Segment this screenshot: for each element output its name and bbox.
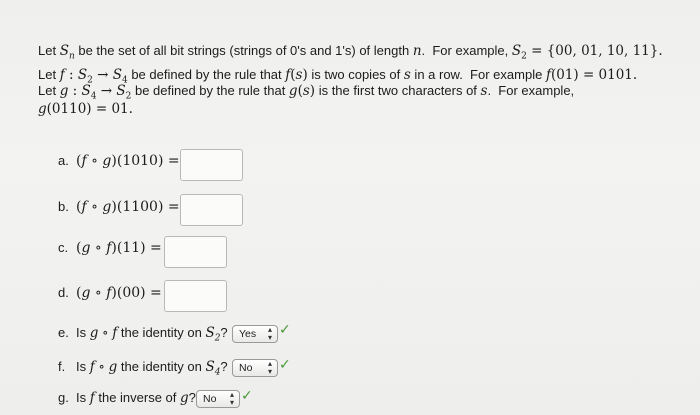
question-g-label: g. — [58, 390, 69, 405]
checkmark-icon: ✓ — [279, 322, 291, 338]
question-c-expression: (g ∘ f)(11) = — [76, 240, 162, 256]
answer-e-select[interactable] — [232, 325, 278, 343]
intro-line-1: Let $S_n$ be the set of all bit strings (strings of 0's and 1's) of length n. For example, $S_2 = \{00$, 01, 10, 11}. — [38, 43, 663, 62]
question-e-text: Is g ∘ f the identity on $S_2$? — [76, 325, 228, 344]
answer-c-input[interactable] — [164, 236, 227, 268]
answer-f-select[interactable] — [232, 359, 278, 377]
question-e-label: e. — [58, 325, 69, 340]
question-d-expression: (g ∘ f)(00) = — [76, 285, 162, 301]
answer-a-input[interactable] — [180, 149, 243, 181]
f-definition: Let f : $S_2 \to S_4$ be defined by the rule that f(s) is two copies of s in a row. For example f(01) = 0101. — [38, 67, 638, 86]
question-d-label: d. — [58, 285, 69, 300]
g-definition: Let g : $S_4 \to S_2$ be defined by the rule that g(s) is the first two characters of s. For example, — [38, 83, 575, 102]
question-f-label: f. — [58, 359, 66, 374]
answer-d-input[interactable] — [164, 280, 227, 312]
question-f-text: Is f ∘ g the identity on $S_4$? — [76, 359, 228, 378]
answer-g-select[interactable] — [196, 390, 240, 408]
question-b-expression: (f ∘ g)(1100) = — [76, 199, 180, 215]
select-arrows-icon: ▴ ▾ — [267, 359, 272, 376]
answer-e-selected-value: Yes — [239, 328, 257, 340]
question-g-text: Is f the inverse of g? — [76, 390, 196, 406]
checkmark-icon: ✓ — [241, 388, 253, 404]
question-c-label: c. — [58, 240, 69, 255]
g-example: g(0110) = 01. — [38, 101, 133, 117]
answer-g-selected-value: No — [203, 393, 217, 405]
question-b-label: b. — [58, 199, 69, 214]
select-arrows-icon: ▴ ▾ — [267, 325, 272, 342]
answer-f-selected-value: No — [239, 362, 253, 374]
select-arrows-icon: ▴ ▾ — [229, 390, 234, 407]
question-a-label: a. — [58, 153, 69, 168]
answer-b-input[interactable] — [180, 194, 243, 226]
question-a-expression: (f ∘ g)(1010) = — [76, 153, 180, 169]
checkmark-icon: ✓ — [279, 357, 291, 373]
